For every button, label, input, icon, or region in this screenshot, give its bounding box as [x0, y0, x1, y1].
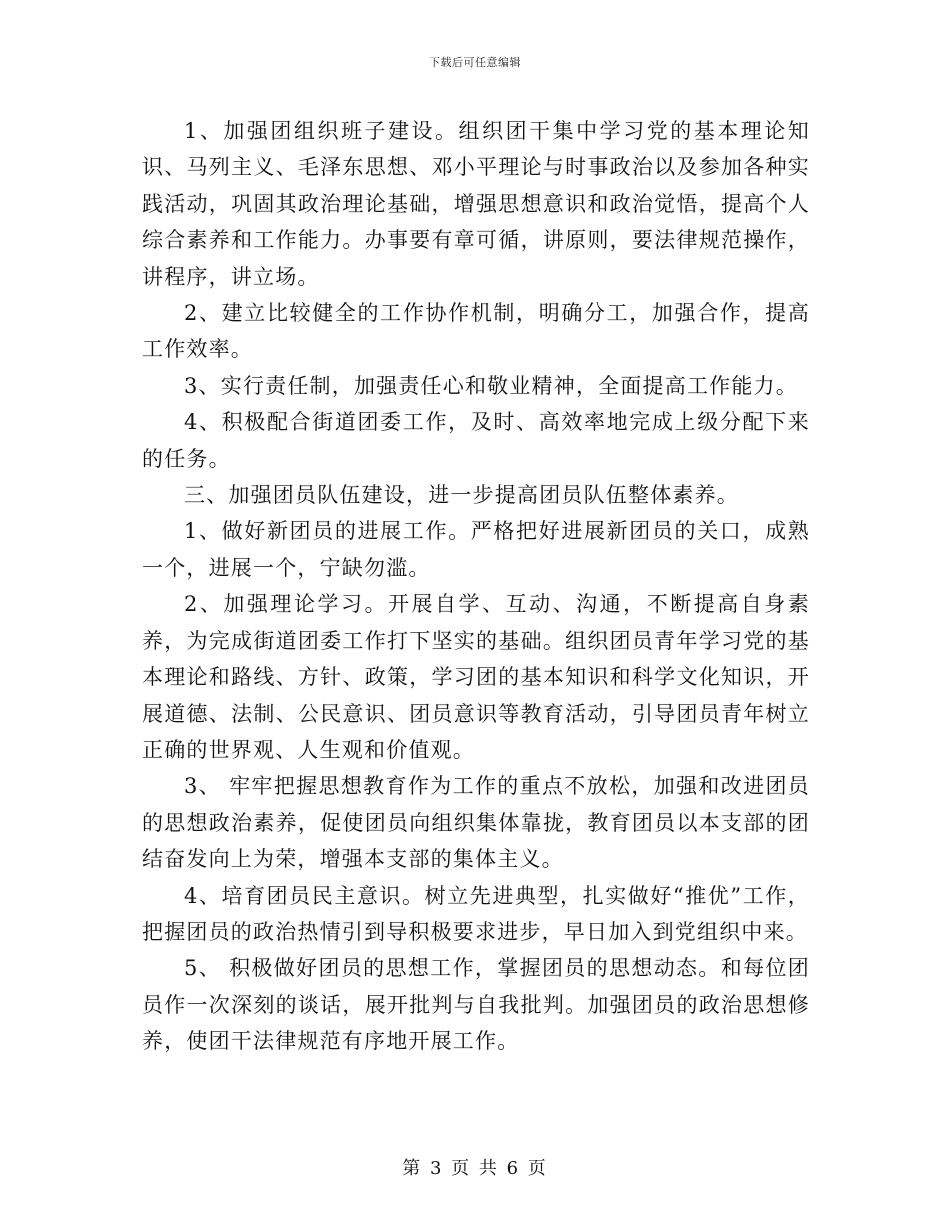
paragraph-2: 2、建立比较健全的工作协作机制，明确分工，加强合作，提高工作效率。 — [142, 301, 810, 362]
paragraph-5: 1、做好新团员的进展工作。严格把好进展新团员的关口，成熟一个，进展一个，宁缺勿滥。 — [142, 519, 810, 580]
paragraph-4: 4、积极配合街道团委工作，及时、高效率地完成上级分配下来的任务。 — [142, 410, 810, 471]
paragraph-1: 1、加强团组织班子建设。组织团干集中学习党的基本理论知识、马列主义、毛泽东思想、邓小平理论与时事政治以及参加各种实践活动，巩固其政治理论基础，增强思想意识和政治觉悟，提高个人综合素养和工作能力。办事要有章可循，讲原则，要法律规范操作，讲程序，讲立场。 — [142, 119, 810, 289]
paragraph-9: 5、 积极做好团员的思想工作，掌握团员的思想动态。和每位团员作一次深刻的谈话，展开批判与自我批判。加强团员的政治思想修养，使团干法律规范有序地开展工作。 — [142, 956, 810, 1054]
page-header: 下载后可任意编辑 — [429, 56, 521, 69]
paragraph-8: 4、培育团员民主意识。树立先进典型，扎实做好“推优”工作，把握团员的政治热情引到导积极要求进步，早日加入到党组织中来。 — [142, 883, 810, 944]
paragraph-3: 3、实行责任制，加强责任心和敬业精神，全面提高工作能力。 — [184, 373, 798, 398]
paragraph-7: 3、 牢牢把握思想教育作为工作的重点不放松，加强和改进团员的思想政治素养，促使团员向组织集体靠拢，教育团员以本支部的团结奋发向上为荣，增强本支部的集体主义。 — [142, 774, 810, 872]
section-heading: 三、加强团员队伍建设，进一步提高团员队伍整体素养。 — [184, 483, 739, 508]
paragraph-6: 2、加强理论学习。开展自学、互动、沟通，不断提高自身素养，为完成街道团委工作打下坚实的基础。组织团员青年学习党的基本理论和路线、方针、政策，学习团的基本知识和科学文化知识，开展道德、法制、公民意识、团员意识等教育活动，引导团员青年树立正确的世界观、人生观和价值观。 — [142, 592, 810, 762]
page-number-footer: 第 3 页 共 6 页 — [402, 1158, 548, 1179]
document-body — [142, 113, 810, 1060]
